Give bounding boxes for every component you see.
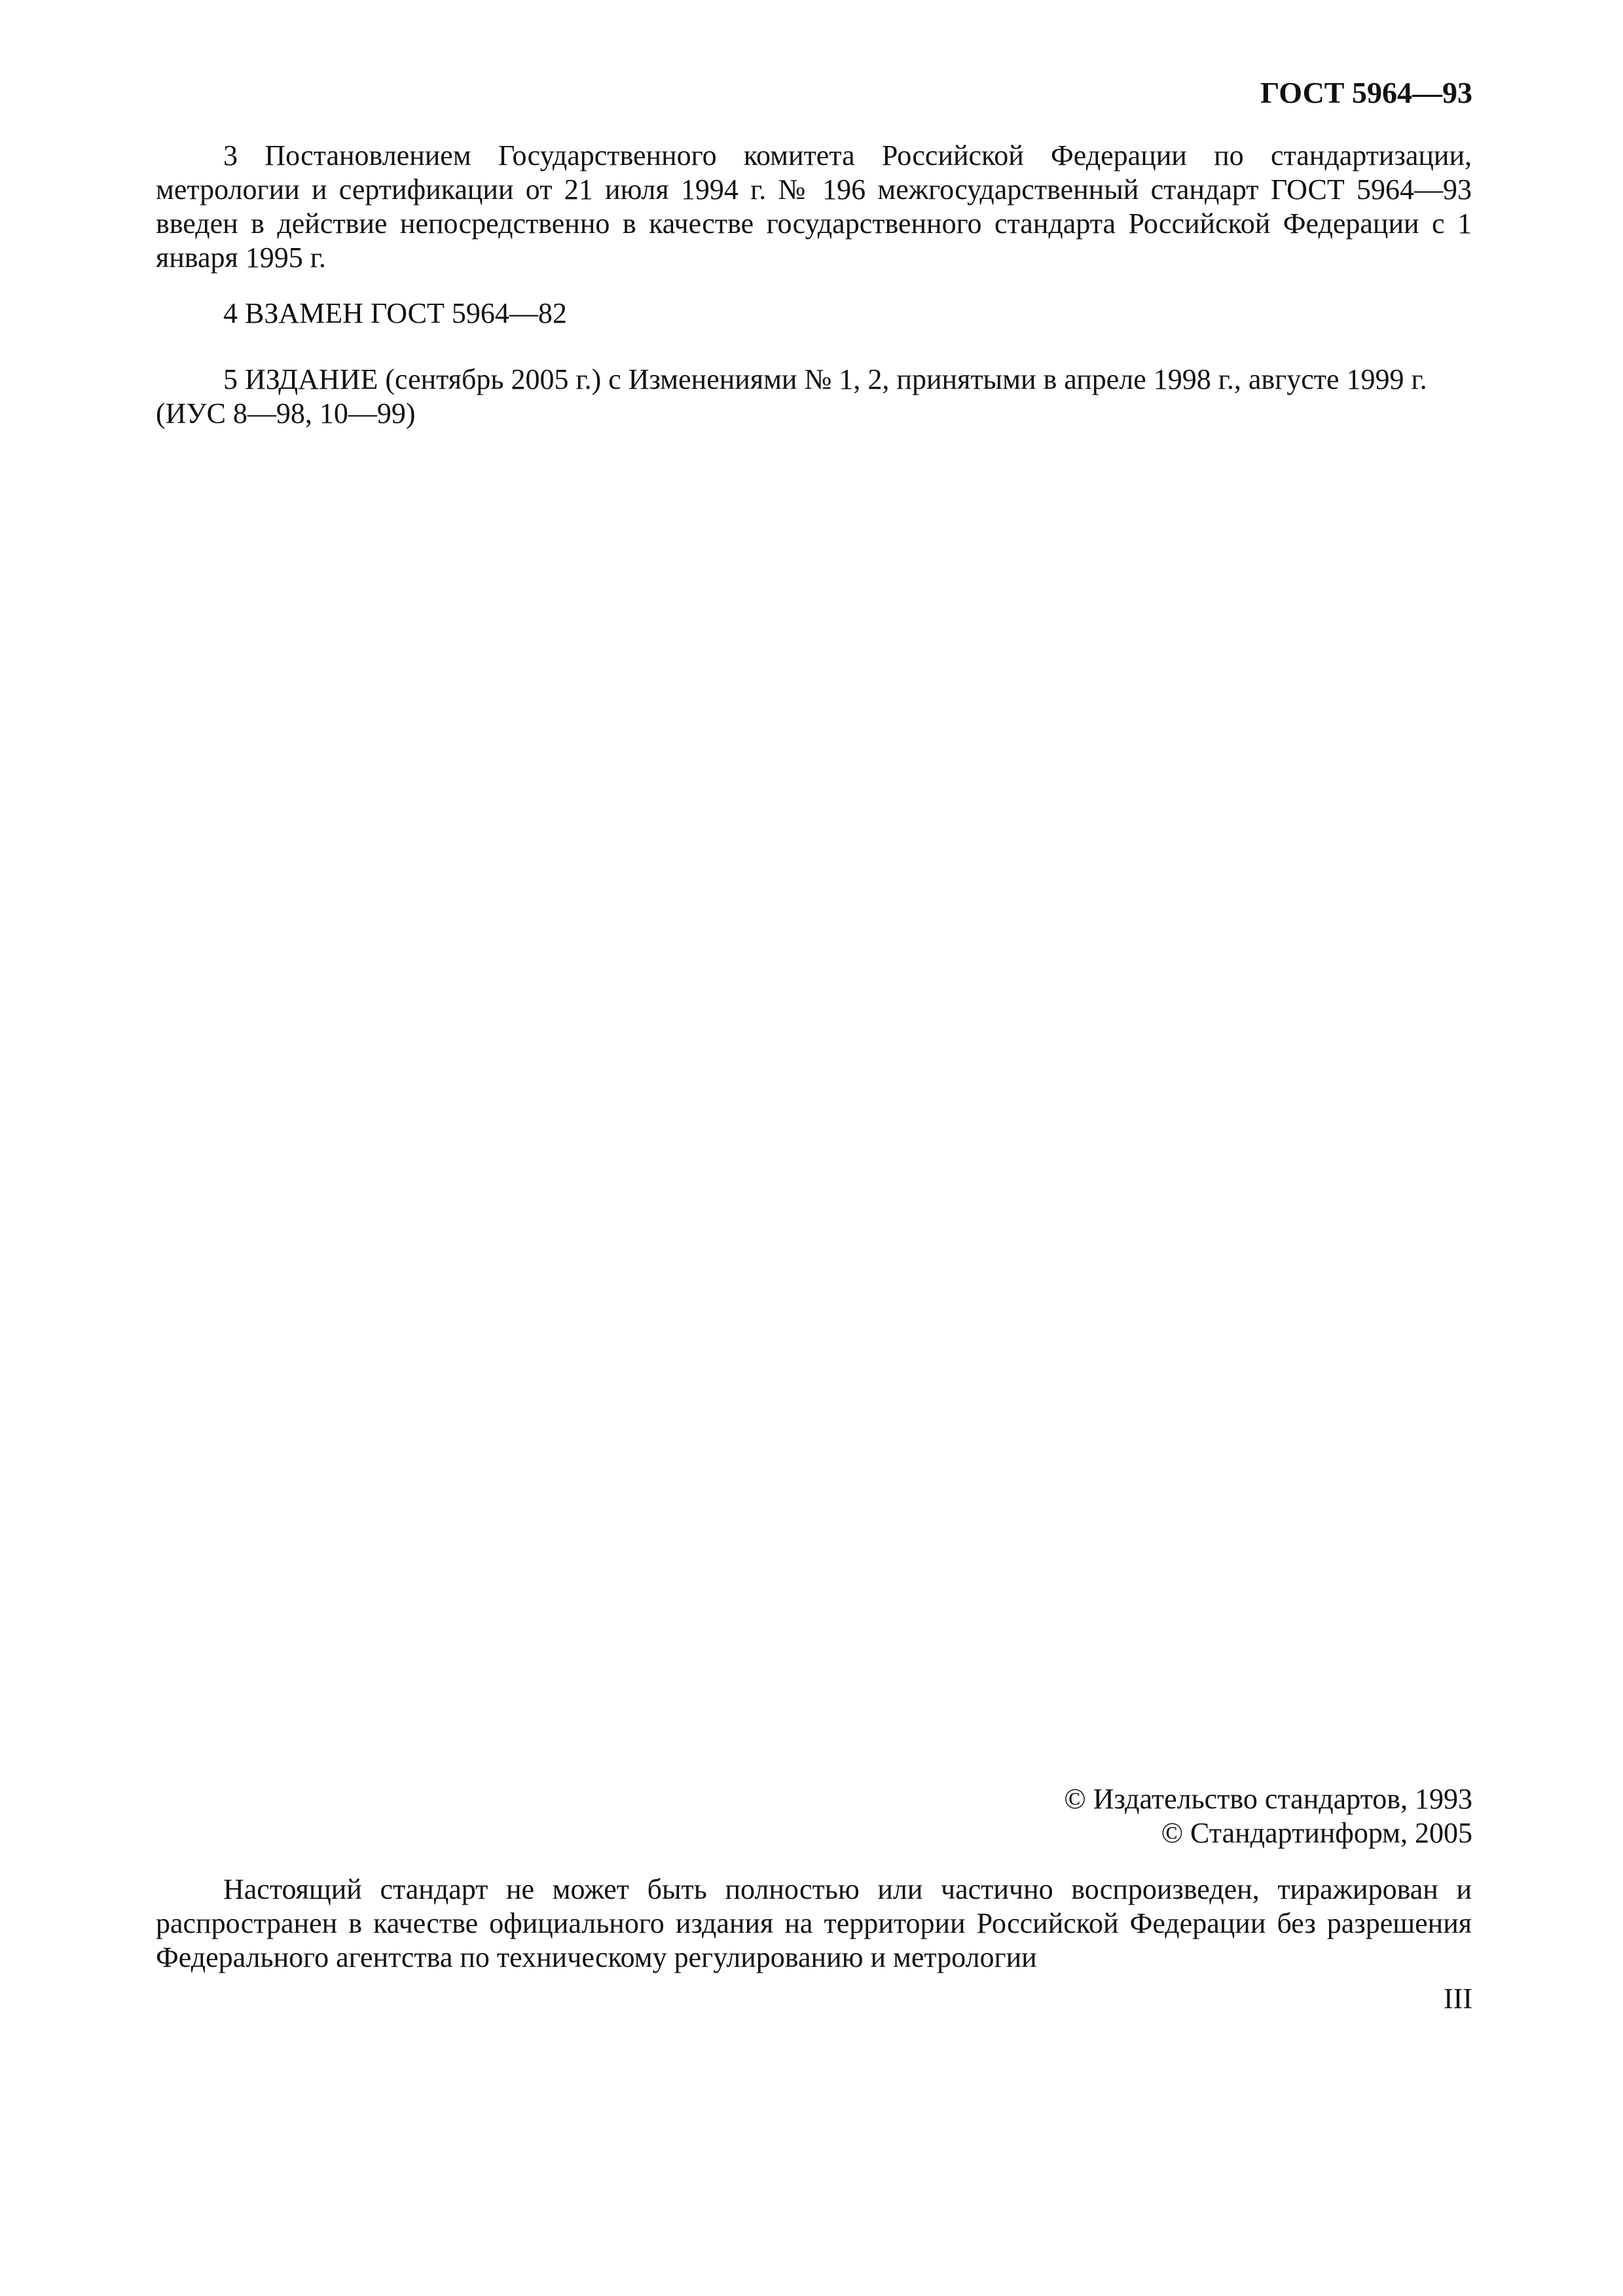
section-item-5 xyxy=(156,363,1472,431)
copyright-line-1: © Издательство стандартов, 1993 xyxy=(1064,1783,1472,1815)
page-number: III xyxy=(1444,1982,1472,2015)
document-code-header: ГОСТ 5964—93 xyxy=(1260,76,1472,109)
copyright-block xyxy=(1064,1782,1472,1850)
item-5-line-1: 5 ИЗДАНИЕ (сентябрь 2005 г.) с Изменениями № 1, 2, принятыми в апреле 1998 г., августе 1999 г. xyxy=(223,363,1427,395)
copyright-line-2: © Стандартинформ, 2005 xyxy=(1161,1817,1472,1849)
item-4-text: 4 ВЗАМЕН ГОСТ 5964—82 xyxy=(223,297,567,329)
item-3-text: 3 Постановлением Государственного комитета Российской Федерации по стандартизации, метрологии и сертификации от 21 июля 1994 г. № 196 межгосударственный стандарт ГОСТ 5964—93 введен в действие непосредственно в качестве государственного стандарта Российской Федерации с 1 января 1995 г. xyxy=(156,139,1472,274)
item-5-line-2: (ИУС 8—98, 10—99) xyxy=(156,397,416,429)
reproduction-notice-text: Настоящий стандарт не может быть полностью или частично воспроизведен, тиражирован и распространен в качестве официального издания на территории Российской Федерации без разрешения Федерального агентства по техническому регулированию и метрологии xyxy=(156,1873,1472,1973)
section-item-3 xyxy=(156,139,1472,275)
section-item-4 xyxy=(156,296,1472,331)
reproduction-notice xyxy=(156,1873,1472,1975)
